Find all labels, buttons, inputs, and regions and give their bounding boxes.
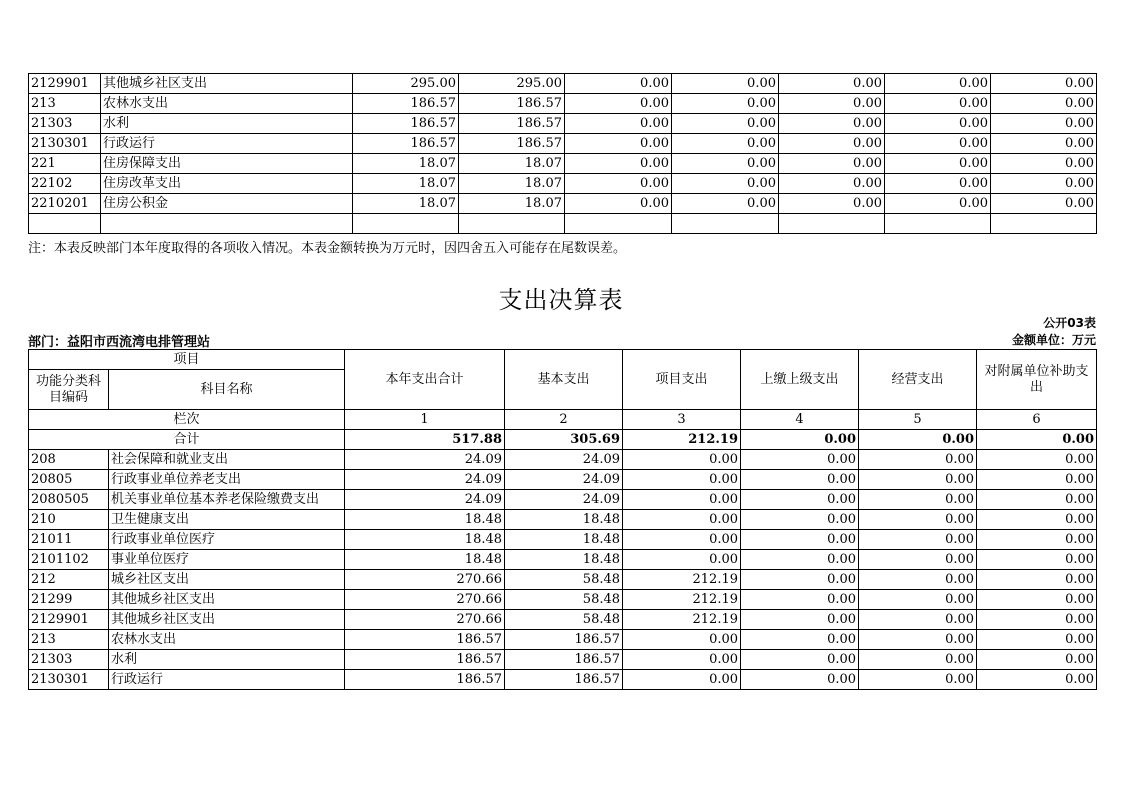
amount-cell: 0.00 bbox=[859, 670, 977, 690]
amount-cell: 0.00 bbox=[565, 194, 672, 214]
table-row bbox=[29, 590, 1097, 610]
amount-cell: 0.00 bbox=[623, 670, 741, 690]
amount-cell: 186.57 bbox=[345, 630, 505, 650]
subject-code: 2210201 bbox=[29, 194, 101, 214]
amount-cell: 0.00 bbox=[859, 570, 977, 590]
table-row bbox=[29, 550, 1097, 570]
income-table-continuation bbox=[28, 73, 1097, 234]
subject-name: 行政事业单位医疗 bbox=[109, 530, 345, 550]
amount-cell: 18.48 bbox=[505, 510, 623, 530]
amount-cell: 0.00 bbox=[885, 194, 991, 214]
amount-cell: 0.00 bbox=[977, 470, 1097, 490]
subject-code: 2129901 bbox=[29, 610, 109, 630]
amount-cell: 0.00 bbox=[672, 174, 779, 194]
amount-cell: 18.07 bbox=[353, 154, 459, 174]
empty-cell bbox=[101, 214, 353, 234]
amount-cell: 0.00 bbox=[779, 74, 885, 94]
amount-cell: 0.00 bbox=[623, 550, 741, 570]
table-row bbox=[29, 650, 1097, 670]
header-total: 本年支出合计 bbox=[345, 350, 505, 410]
amount-cell: 0.00 bbox=[977, 610, 1097, 630]
amount-cell: 0.00 bbox=[779, 194, 885, 214]
amount-cell: 0.00 bbox=[991, 134, 1097, 154]
amount-cell: 0.00 bbox=[741, 510, 859, 530]
subject-name: 水利 bbox=[109, 650, 345, 670]
empty-cell bbox=[459, 214, 565, 234]
header-item: 项目 bbox=[29, 350, 345, 370]
table-row bbox=[29, 194, 1097, 214]
page-title: 支出决算表 bbox=[498, 286, 624, 314]
amount-cell: 0.00 bbox=[991, 114, 1097, 134]
table-row bbox=[29, 670, 1097, 690]
subject-code: 2130301 bbox=[29, 670, 109, 690]
amount-cell: 18.07 bbox=[353, 194, 459, 214]
table-row bbox=[29, 134, 1097, 154]
amount-cell: 186.57 bbox=[459, 94, 565, 114]
amount-cell: 24.09 bbox=[505, 490, 623, 510]
amount-cell: 212.19 bbox=[623, 590, 741, 610]
amount-cell: 18.48 bbox=[345, 530, 505, 550]
table-row bbox=[29, 470, 1097, 490]
subject-code: 212 bbox=[29, 570, 109, 590]
amount-cell: 58.48 bbox=[505, 570, 623, 590]
header-superior: 上缴上级支出 bbox=[741, 350, 859, 410]
amount-cell: 0.00 bbox=[991, 154, 1097, 174]
amount-cell: 0.00 bbox=[885, 154, 991, 174]
header-func-code: 功能分类科目编码 bbox=[29, 370, 109, 410]
subject-code: 210 bbox=[29, 510, 109, 530]
amount-cell: 0.00 bbox=[565, 74, 672, 94]
amount-unit-label: 金额单位：万元 bbox=[1011, 333, 1096, 347]
amount-cell: 0.00 bbox=[672, 194, 779, 214]
amount-cell: 0.00 bbox=[623, 470, 741, 490]
subject-name: 住房保障支出 bbox=[101, 154, 353, 174]
amount-cell: 18.07 bbox=[353, 174, 459, 194]
amount-cell: 0.00 bbox=[741, 570, 859, 590]
amount-cell: 0.00 bbox=[779, 134, 885, 154]
total-amount: 212.19 bbox=[623, 430, 741, 450]
table-row bbox=[29, 94, 1097, 114]
column-index: 4 bbox=[741, 410, 859, 430]
subject-code: 22102 bbox=[29, 174, 101, 194]
table-row bbox=[29, 490, 1097, 510]
amount-cell: 0.00 bbox=[741, 630, 859, 650]
total-amount: 0.00 bbox=[741, 430, 859, 450]
table-row bbox=[29, 530, 1097, 550]
subject-name: 事业单位医疗 bbox=[109, 550, 345, 570]
amount-cell: 0.00 bbox=[859, 550, 977, 570]
amount-cell: 18.48 bbox=[505, 550, 623, 570]
amount-cell: 186.57 bbox=[505, 630, 623, 650]
amount-cell: 0.00 bbox=[859, 450, 977, 470]
table-row bbox=[29, 114, 1097, 134]
subject-name: 住房公积金 bbox=[101, 194, 353, 214]
amount-cell: 0.00 bbox=[741, 450, 859, 470]
amount-cell: 0.00 bbox=[623, 490, 741, 510]
subject-code: 208 bbox=[29, 450, 109, 470]
table-row bbox=[29, 510, 1097, 530]
amount-cell: 0.00 bbox=[741, 530, 859, 550]
total-row bbox=[29, 430, 1097, 450]
amount-cell: 18.07 bbox=[459, 174, 565, 194]
empty-cell bbox=[672, 214, 779, 234]
subject-code: 21299 bbox=[29, 590, 109, 610]
header-business: 经营支出 bbox=[859, 350, 977, 410]
amount-cell: 0.00 bbox=[859, 590, 977, 610]
amount-cell: 270.66 bbox=[345, 590, 505, 610]
amount-cell: 212.19 bbox=[623, 610, 741, 630]
amount-cell: 186.57 bbox=[459, 134, 565, 154]
amount-cell: 18.48 bbox=[345, 510, 505, 530]
empty-cell bbox=[991, 214, 1097, 234]
amount-cell: 0.00 bbox=[859, 470, 977, 490]
amount-cell: 0.00 bbox=[565, 154, 672, 174]
table-row bbox=[29, 74, 1097, 94]
column-index: 2 bbox=[505, 410, 623, 430]
subject-code: 221 bbox=[29, 154, 101, 174]
amount-cell: 0.00 bbox=[672, 134, 779, 154]
header-project: 项目支出 bbox=[623, 350, 741, 410]
amount-cell: 0.00 bbox=[977, 510, 1097, 530]
amount-cell: 0.00 bbox=[565, 94, 672, 114]
amount-cell: 186.57 bbox=[505, 670, 623, 690]
amount-cell: 0.00 bbox=[741, 550, 859, 570]
amount-cell: 0.00 bbox=[623, 650, 741, 670]
empty-cell bbox=[565, 214, 672, 234]
amount-cell: 0.00 bbox=[885, 74, 991, 94]
subject-name: 行政事业单位养老支出 bbox=[109, 470, 345, 490]
amount-cell: 0.00 bbox=[885, 114, 991, 134]
department-label: 部门：益阳市西流湾电排管理站 bbox=[28, 335, 211, 350]
empty-row bbox=[29, 214, 1097, 234]
amount-cell: 0.00 bbox=[859, 610, 977, 630]
amount-cell: 0.00 bbox=[977, 550, 1097, 570]
subject-code: 21303 bbox=[29, 650, 109, 670]
subject-code: 213 bbox=[29, 630, 109, 650]
amount-cell: 0.00 bbox=[779, 114, 885, 134]
table-row bbox=[29, 570, 1097, 590]
amount-cell: 295.00 bbox=[459, 74, 565, 94]
amount-cell: 0.00 bbox=[741, 650, 859, 670]
amount-cell: 186.57 bbox=[345, 670, 505, 690]
amount-cell: 0.00 bbox=[672, 74, 779, 94]
amount-cell: 0.00 bbox=[859, 630, 977, 650]
amount-cell: 18.07 bbox=[459, 154, 565, 174]
subject-name: 行政运行 bbox=[109, 670, 345, 690]
amount-cell: 24.09 bbox=[505, 450, 623, 470]
amount-cell: 0.00 bbox=[885, 174, 991, 194]
amount-cell: 0.00 bbox=[623, 630, 741, 650]
subject-code: 2129901 bbox=[29, 74, 101, 94]
amount-cell: 0.00 bbox=[977, 490, 1097, 510]
header-subsidy: 对附属单位补助支出 bbox=[977, 350, 1097, 410]
amount-cell: 0.00 bbox=[977, 570, 1097, 590]
amount-cell: 0.00 bbox=[741, 490, 859, 510]
amount-cell: 0.00 bbox=[885, 94, 991, 114]
amount-cell: 0.00 bbox=[779, 94, 885, 114]
amount-cell: 186.57 bbox=[459, 114, 565, 134]
subject-code: 20805 bbox=[29, 470, 109, 490]
amount-cell: 0.00 bbox=[672, 94, 779, 114]
amount-cell: 0.00 bbox=[741, 590, 859, 610]
amount-cell: 18.48 bbox=[345, 550, 505, 570]
empty-cell bbox=[779, 214, 885, 234]
subject-name: 其他城乡社区支出 bbox=[109, 590, 345, 610]
total-amount: 0.00 bbox=[859, 430, 977, 450]
amount-cell: 186.57 bbox=[353, 94, 459, 114]
amount-cell: 0.00 bbox=[977, 670, 1097, 690]
amount-cell: 0.00 bbox=[859, 510, 977, 530]
subject-code: 21303 bbox=[29, 114, 101, 134]
amount-cell: 0.00 bbox=[741, 670, 859, 690]
amount-cell: 186.57 bbox=[505, 650, 623, 670]
amount-cell: 0.00 bbox=[991, 74, 1097, 94]
table-row bbox=[29, 154, 1097, 174]
amount-cell: 0.00 bbox=[565, 114, 672, 134]
table-row bbox=[29, 174, 1097, 194]
table-row bbox=[29, 610, 1097, 630]
amount-cell: 0.00 bbox=[741, 610, 859, 630]
amount-cell: 0.00 bbox=[859, 650, 977, 670]
total-amount: 305.69 bbox=[505, 430, 623, 450]
subject-name: 水利 bbox=[101, 114, 353, 134]
amount-cell: 212.19 bbox=[623, 570, 741, 590]
subject-code: 2130301 bbox=[29, 134, 101, 154]
column-index-label: 栏次 bbox=[29, 410, 345, 430]
amount-cell: 58.48 bbox=[505, 590, 623, 610]
total-label: 合计 bbox=[29, 430, 345, 450]
amount-cell: 18.07 bbox=[459, 194, 565, 214]
amount-cell: 270.66 bbox=[345, 610, 505, 630]
amount-cell: 0.00 bbox=[977, 630, 1097, 650]
subject-name: 社会保障和就业支出 bbox=[109, 450, 345, 470]
subject-code: 21011 bbox=[29, 530, 109, 550]
subject-name: 机关事业单位基本养老保险缴费支出 bbox=[109, 490, 345, 510]
amount-cell: 0.00 bbox=[991, 194, 1097, 214]
total-amount: 517.88 bbox=[345, 430, 505, 450]
subject-code: 2080505 bbox=[29, 490, 109, 510]
amount-cell: 186.57 bbox=[353, 134, 459, 154]
amount-cell: 0.00 bbox=[623, 450, 741, 470]
amount-cell: 24.09 bbox=[345, 490, 505, 510]
amount-cell: 24.09 bbox=[345, 470, 505, 490]
amount-cell: 0.00 bbox=[859, 490, 977, 510]
column-index: 1 bbox=[345, 410, 505, 430]
table-note: 注：本表反映部门本年度取得的各项收入情况。本表金额转换为万元时，因四舍五入可能存在尾数误差。 bbox=[28, 241, 627, 256]
column-index: 6 bbox=[977, 410, 1097, 430]
empty-cell bbox=[885, 214, 991, 234]
subject-name: 卫生健康支出 bbox=[109, 510, 345, 530]
amount-cell: 0.00 bbox=[565, 134, 672, 154]
amount-cell: 18.48 bbox=[505, 530, 623, 550]
amount-cell: 0.00 bbox=[779, 154, 885, 174]
amount-cell: 0.00 bbox=[623, 530, 741, 550]
header-basic: 基本支出 bbox=[505, 350, 623, 410]
amount-cell: 0.00 bbox=[565, 174, 672, 194]
subject-name: 其他城乡社区支出 bbox=[109, 610, 345, 630]
column-index: 3 bbox=[623, 410, 741, 430]
expense-table bbox=[28, 349, 1097, 690]
subject-name: 行政运行 bbox=[101, 134, 353, 154]
amount-cell: 0.00 bbox=[859, 530, 977, 550]
subject-code: 213 bbox=[29, 94, 101, 114]
amount-cell: 0.00 bbox=[991, 94, 1097, 114]
table-row bbox=[29, 450, 1097, 470]
subject-name: 城乡社区支出 bbox=[109, 570, 345, 590]
table-row bbox=[29, 630, 1097, 650]
amount-cell: 24.09 bbox=[345, 450, 505, 470]
amount-cell: 0.00 bbox=[977, 650, 1097, 670]
subject-name: 农林水支出 bbox=[109, 630, 345, 650]
column-index: 5 bbox=[859, 410, 977, 430]
amount-cell: 0.00 bbox=[672, 114, 779, 134]
amount-cell: 0.00 bbox=[977, 450, 1097, 470]
amount-cell: 0.00 bbox=[885, 134, 991, 154]
amount-cell: 0.00 bbox=[991, 174, 1097, 194]
amount-cell: 0.00 bbox=[779, 174, 885, 194]
subject-name: 其他城乡社区支出 bbox=[101, 74, 353, 94]
subject-name: 农林水支出 bbox=[101, 94, 353, 114]
total-amount: 0.00 bbox=[977, 430, 1097, 450]
amount-cell: 295.00 bbox=[353, 74, 459, 94]
amount-cell: 0.00 bbox=[672, 154, 779, 174]
subject-name: 住房改革支出 bbox=[101, 174, 353, 194]
amount-cell: 0.00 bbox=[977, 590, 1097, 610]
amount-cell: 0.00 bbox=[977, 530, 1097, 550]
amount-cell: 24.09 bbox=[505, 470, 623, 490]
amount-cell: 186.57 bbox=[353, 114, 459, 134]
header-subject-name: 科目名称 bbox=[109, 370, 345, 410]
amount-cell: 0.00 bbox=[741, 470, 859, 490]
amount-cell: 58.48 bbox=[505, 610, 623, 630]
empty-cell bbox=[29, 214, 101, 234]
subject-code: 2101102 bbox=[29, 550, 109, 570]
amount-cell: 186.57 bbox=[345, 650, 505, 670]
amount-cell: 0.00 bbox=[623, 510, 741, 530]
amount-cell: 270.66 bbox=[345, 570, 505, 590]
column-index-row bbox=[29, 410, 1097, 430]
form-number: 公开03表 bbox=[1043, 316, 1096, 330]
empty-cell bbox=[353, 214, 459, 234]
